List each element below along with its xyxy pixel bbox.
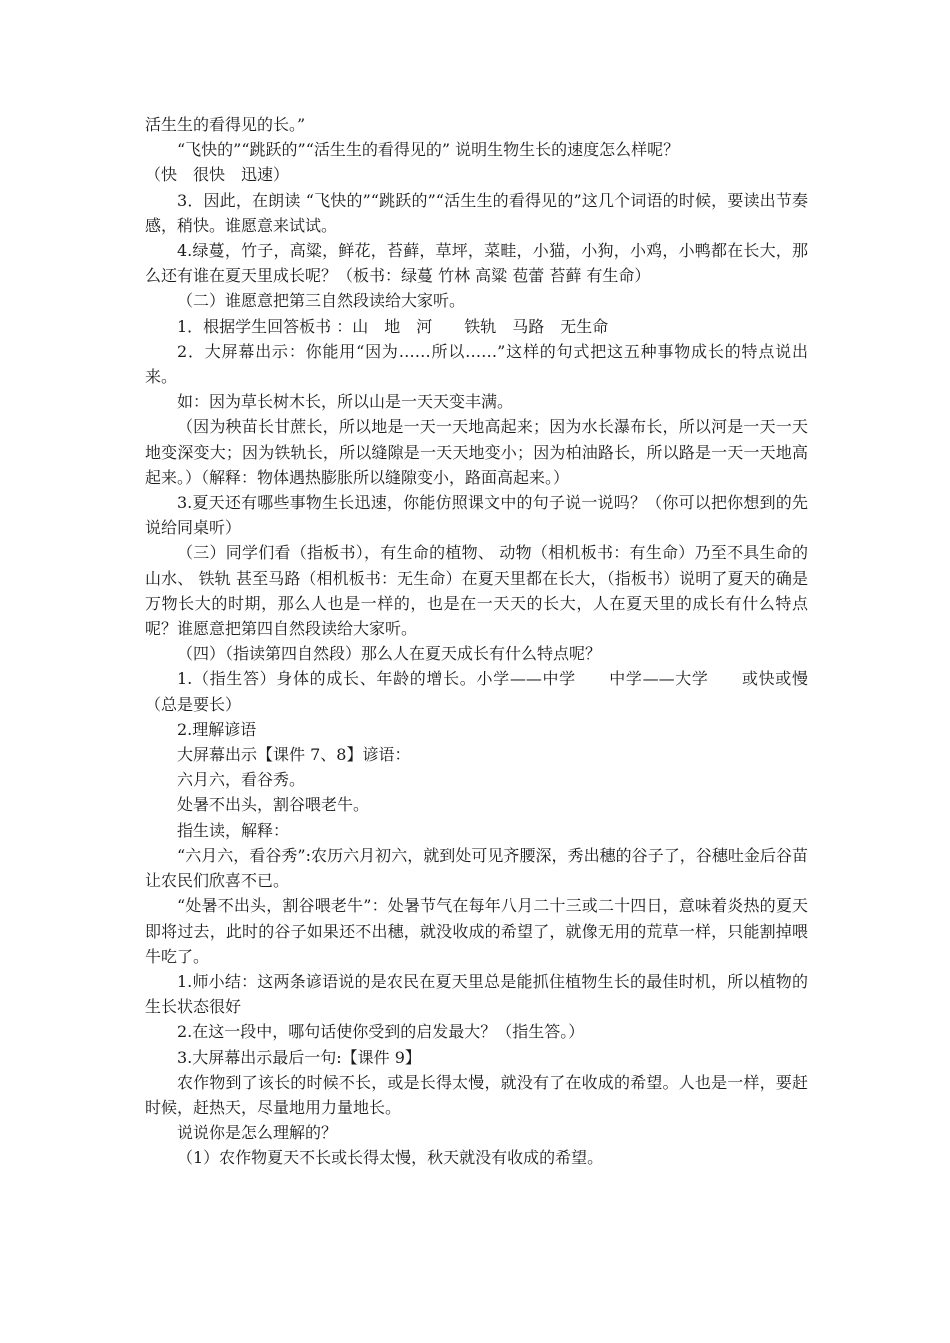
paragraph: 3.大屏幕出示最后一句:【课件 9】 [177, 1047, 421, 1067]
paragraph: “六月六，看谷秀”:农历六月初六，就到处可见齐腰深，秀出穗的谷子了，谷穗吐金后谷苗让农民们欣喜不已。 [145, 845, 808, 891]
paragraph: 如：因为草长树木长，所以山是一天天变丰满。 [177, 392, 514, 412]
paragraph: （因为秧苗长甘蔗长，所以地是一天一天地高起来；因为水长瀑布长，所以河是一天一天地变深变大；因为铁轨长，所以缝隙是一天天地变小；因为柏油路长，所以路是一天一天地高起来。）（解释：物体遇热膨胀所以缝隙变小，路面高起来。） [145, 417, 808, 487]
paragraph: 说说你是怎么理解的？ [177, 1123, 338, 1143]
paragraph: 4.绿蔓，竹子，高粱，鲜花，苔藓，草坪，菜畦，小猫，小狗，小鸡，小鸭都在长大，那么还有谁在夏天里成长呢？（板书：绿蔓 竹林 高粱 苞蕾 苔藓 有生命） [145, 241, 808, 286]
paragraph: （1）农作物夏天不长或长得太慢，秋天就没有收成的希望。 [177, 1148, 604, 1168]
paragraph: “处暑不出头，割谷喂老牛”：处暑节气在每年八月二十三或二十四日，意味着炎热的夏天即将过去，此时的谷子如果还不出穗，就没收成的希望了，就像无用的荒草一样，只能割掉喂牛吃了。 [145, 896, 808, 966]
proverb-line: 处暑不出头，割谷喂老牛。 [177, 795, 370, 815]
paragraph: “飞快的”“跳跃的”“活生生的看得见的” 说明生物生长的速度怎么样呢？ [177, 140, 680, 160]
paragraph: 指生读，解释： [177, 820, 290, 840]
document-body [145, 112, 808, 1171]
paragraph: 1.师小结：这两条谚语说的是农民在夏天里总是能抓住植物生长的最佳时机，所以植物的生长状态很好 [145, 971, 808, 1017]
paragraph: 3.夏天还有哪些事物生长迅速，你能仿照课文中的句子说一说吗？（你可以把你想到的先说给同桌听） [145, 493, 808, 538]
paragraph: （快 很快 迅速） [145, 165, 290, 185]
paragraph: 农作物到了该长的时候不长，或是长得太慢，就没有了在收成的希望。人也是一样，要赶时候，赶热天，尽量地用力量地长。 [145, 1072, 808, 1117]
paragraph: 2．大屏幕出示：你能用“因为……所以……”这样的句式把这五种事物成长的特点说出来。 [145, 341, 808, 387]
proverb-line: 六月六，看谷秀。 [177, 770, 306, 790]
section-heading: （四）（指读第四自然段）那么人在夏天成长有什么特点呢？ [177, 644, 602, 664]
paragraph: 3．因此，在朗读 “飞快的”“跳跃的”“活生生的看得见的”这几个词语的时候，要读出节奏感，稍快。谁愿意来试试。 [145, 190, 808, 235]
paragraph: 1.（指生答）身体的成长、年龄的增长。小学——中学 中学——大学 或快或慢（总是要长） [145, 669, 808, 714]
section-heading: （三）同学们看（指板书），有生命的植物、 动物（相机板书：有生命）乃至不具生命的山水、 铁轨 甚至马路（相机板书：无生命）在夏天里都在长大，（指板书）说明了夏天的确是万物长大的时期，那么人也是一样的，也是在一天天的长大，人在夏天里的成长有什么特点呢？谁愿意把第四自然段读给大家听。 [145, 543, 808, 639]
section-heading: （二）谁愿意把第三自然段读给大家听。 [177, 291, 466, 311]
paragraph: 2.理解谚语 [177, 719, 257, 739]
paragraph: 2.在这一段中，哪句话使你受到的启发最大？（指生答。） [177, 1022, 585, 1042]
paragraph: 1．根据学生回答板书 ：山 地 河 铁轨 马路 无生命 [177, 316, 609, 336]
paragraph: 大屏幕出示【课件 7、8】谚语： [177, 745, 411, 765]
paragraph: 活生生的看得见的长。” [145, 115, 306, 134]
